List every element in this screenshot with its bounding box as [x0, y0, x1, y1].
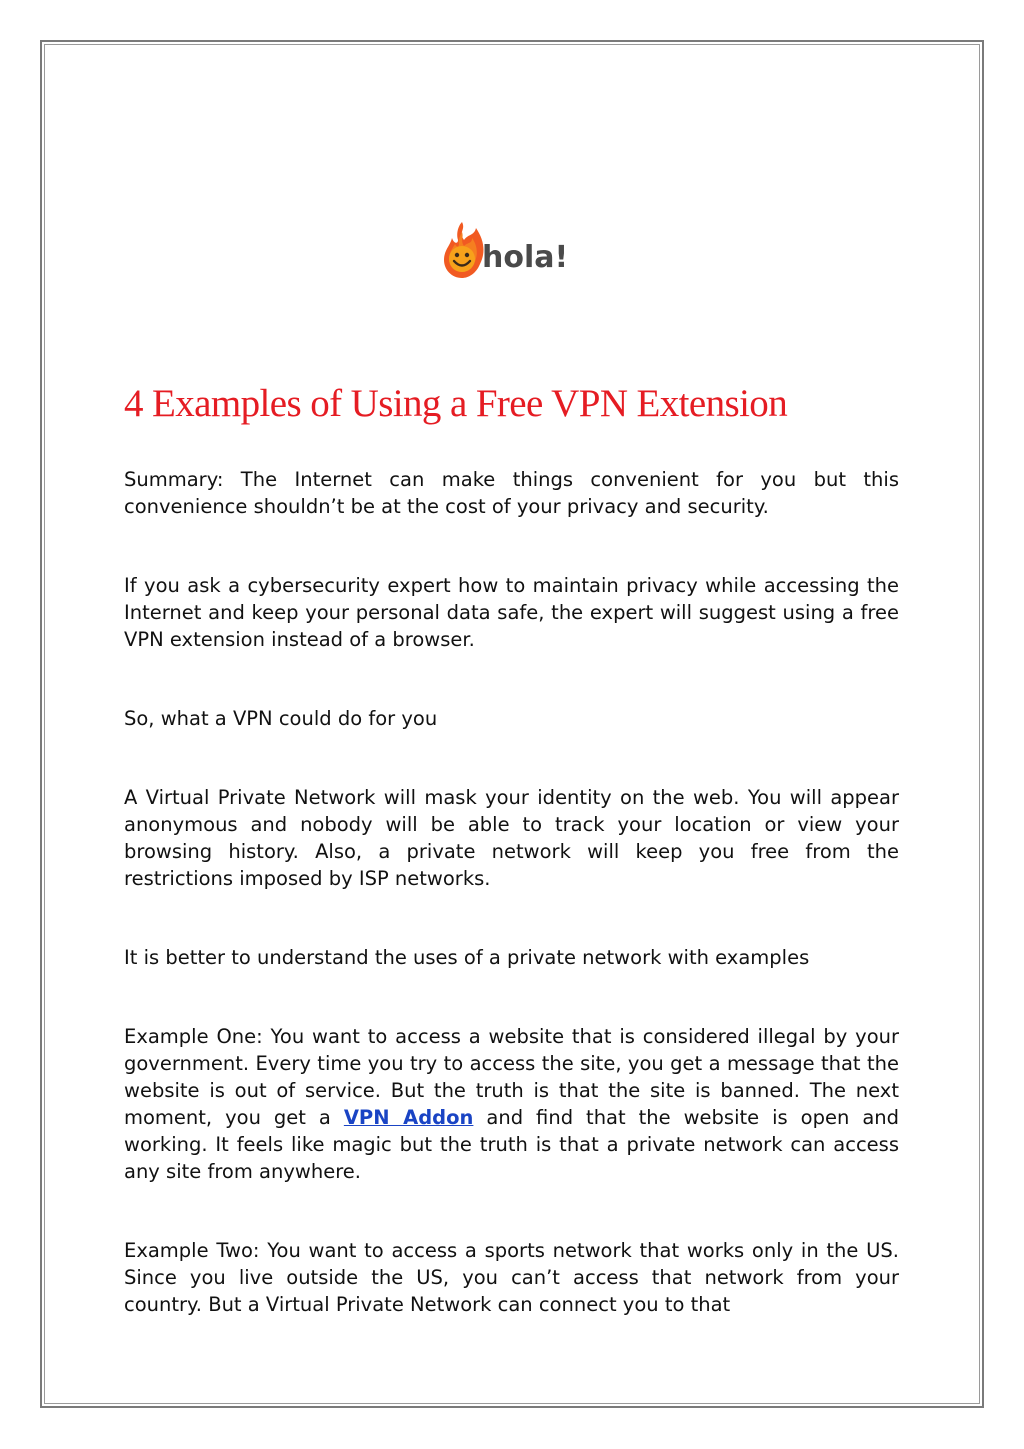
page-title: 4 Examples of Using a Free VPN Extension — [124, 382, 788, 425]
document-body — [124, 466, 899, 1318]
examples-intro-paragraph: It is better to understand the uses of a private network with examples — [124, 946, 810, 969]
example-one-text-start: Example One: You want to access a website that is considered illegal by your government. Every time you try to access the site, you get a message that the website is out of service. But the truth is that the site is banned. The next moment, you get a — [124, 1025, 899, 1129]
example-one-paragraph — [124, 1023, 899, 1185]
vpn-question-paragraph: So, what a VPN could do for you — [124, 707, 438, 730]
vpn-addon-link[interactable]: VPN Addon — [343, 1106, 474, 1129]
example-one-text-end: and find that the website is open and working. It feels like magic but the truth is that a private network can access any site from anywhere. — [124, 1106, 900, 1183]
logo-wordmark: hola! — [482, 240, 569, 275]
intro-paragraph: If you ask a cybersecurity expert how to maintain privacy while accessing the Internet and keep your personal data safe, the expert will suggest using a free VPN extension instead of a browser. — [124, 574, 899, 651]
vpn-explanation-paragraph: A Virtual Private Network will mask your identity on the web. You will appear anonymous and nobody will be able to track your location or view your browsing history. Also, a private network will keep you free from the restrictions imposed by ISP networks. — [124, 786, 899, 890]
summary-paragraph: Summary: The Internet can make things convenient for you but this convenience shouldn’t be at the cost of your privacy and security. — [124, 468, 899, 518]
hola-logo — [440, 218, 580, 282]
example-two-paragraph: Example Two: You want to access a sports network that works only in the US. Since you live outside the US, you can’t access that network from your country. But a Virtual Private Network can connect you to that — [124, 1239, 899, 1316]
flame-smiley-icon — [440, 218, 580, 282]
